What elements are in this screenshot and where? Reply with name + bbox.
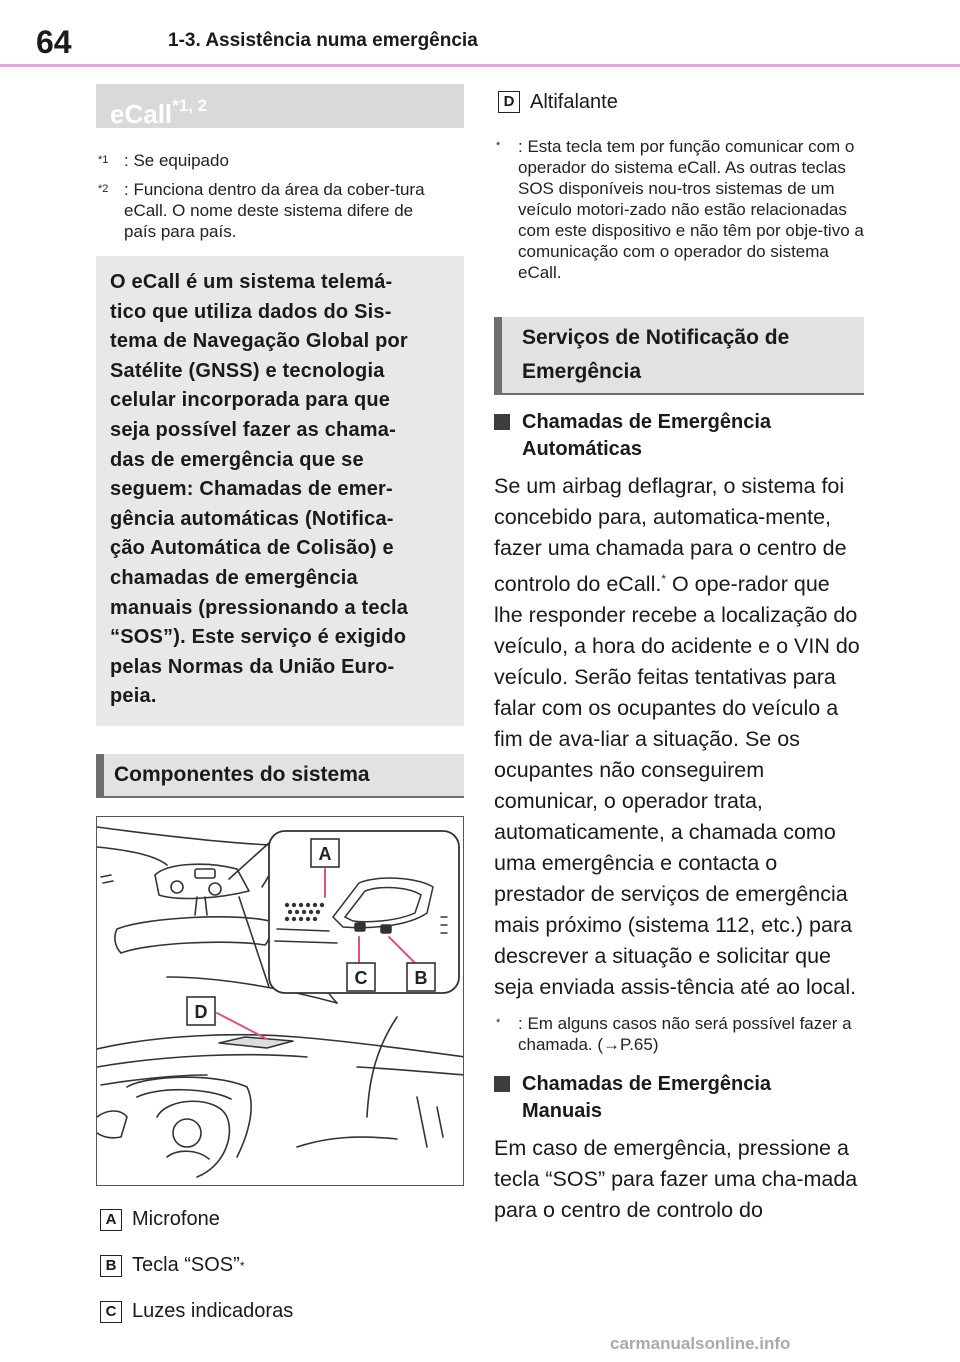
legend-item-speaker <box>494 90 864 114</box>
square-bullet-icon <box>494 414 510 430</box>
intro-line: gência automáticas (Notifica- <box>110 507 394 530</box>
page-number: 64 <box>36 24 72 60</box>
intro-line: seguem: Chamadas de emer- <box>110 478 393 501</box>
ecall-title: eCall$^{*1, 2}$ <box>110 96 208 129</box>
left-column <box>96 84 464 1324</box>
legend-letter: B <box>100 1255 122 1277</box>
intro-line: chamadas de emergência <box>110 566 358 589</box>
label-d-box <box>187 997 215 1025</box>
intro-line: manuais (pressionando a tecla <box>110 596 409 619</box>
label-a-box <box>311 839 339 867</box>
right-column <box>494 84 864 1226</box>
legend-text: Altifalante <box>530 90 618 113</box>
manual-calls-body: Em caso de emergência, pressione a tecla “SOS” para fazer uma cha-mada para o centro de controlo do <box>494 1136 858 1223</box>
svg-text:D: D <box>194 1001 208 1022</box>
svg-text:B: B <box>414 967 428 988</box>
legend-text: Tecla “SOS” <box>132 1254 240 1277</box>
intro-line: Satélite (GNSS) e tecnologia <box>110 359 385 382</box>
legend-item-microphone <box>96 1208 464 1232</box>
legend-item-indicator-lights <box>96 1300 464 1324</box>
svg-text:C: C <box>354 967 368 988</box>
intro-line: ção Automática de Colisão) e <box>110 537 394 560</box>
services-heading: Serviços de Notificação de Emergência <box>494 317 864 395</box>
auto-calls-body: Se um airbag deflagrar, o sistema foi concebido para, automatica-mente, fazer uma chamada para o centro de controlo do eCall.* O ope-rador que lhe responder recebe a localização do veículo, a hora do acidente e o VIN do veículo. Serão feitas tentativas para falar com os ocupantes do veículo a fim de ava-liar a situação. Se os ocupantes não conseguirem comunicar, o operador trata, automaticamente, a chamada como uma emergência e contacta o prestador de serviços de emergência mais próximo (sistema 112, etc.) para descrever a situação e solicitar que seja enviada assis-tência até ao local. <box>494 474 860 1000</box>
legend-letter: A <box>100 1209 122 1231</box>
intro-line: celular incorporada para que <box>110 389 391 412</box>
legend-text: Luzes indicadoras <box>132 1300 294 1323</box>
ecall-intro-box <box>96 256 464 726</box>
intro-line: peia. <box>110 685 157 708</box>
auto-calls-note: * : Em alguns casos não será possível fazer a chamada. (→P.65) <box>496 1014 852 1055</box>
intro-line: seja possível fazer as chama- <box>110 418 396 441</box>
intro-line: das de emergência que se <box>110 448 364 471</box>
legend-text: Microfone <box>132 1208 220 1231</box>
legend-item-sos-button: B Tecla “SOS” * <box>96 1254 464 1278</box>
intro-line: O eCall é um sistema telemá- <box>110 271 393 293</box>
legend-letter: C <box>100 1301 122 1323</box>
components-heading: Componentes do sistema <box>96 754 464 798</box>
sos-footnote: * : Esta tecla tem por função comunicar com o operador do sistema eCall. As outras teclas SOS disponíveis nou-tros sistemas de um veículo motori-zado não estão relacionadas com este dispositivo e não têm por obje-tivo a comunicação com o operador do sistema eCall. <box>496 137 864 282</box>
intro-line: tema de Navegação Global por <box>110 330 408 353</box>
svg-text:A: A <box>318 843 332 864</box>
label-c-box <box>347 963 375 991</box>
label-b-box <box>407 963 435 991</box>
intro-line: tico que utiliza dados do Sis- <box>110 300 392 323</box>
ecall-note-1: $^{*1}$ : Se equipado <box>98 151 229 170</box>
ecall-note-2: $^{*2}$ : Funciona dentro da área da cober-tura eCall. O nome deste sistema difere de país para país. <box>98 180 425 241</box>
legend-letter: D <box>498 91 520 113</box>
system-components-figure <box>96 816 464 1186</box>
car-interior-illustration <box>97 817 464 1186</box>
manual-calls-heading: Chamadas de Emergência Manuais <box>494 1071 864 1125</box>
page-header <box>0 0 960 68</box>
ecall-title-bar <box>96 84 464 128</box>
intro-line: “SOS”). Este serviço é exigido <box>110 626 407 649</box>
auto-calls-heading: Chamadas de Emergência Automáticas <box>494 409 864 463</box>
header-rule <box>0 64 960 67</box>
square-bullet-icon <box>494 1076 510 1092</box>
intro-line: pelas Normas da União Euro- <box>110 655 395 678</box>
watermark: carmanualsonline.info <box>610 1334 791 1353</box>
chapter-title: 1-3. Assistência numa emergência <box>168 30 478 51</box>
